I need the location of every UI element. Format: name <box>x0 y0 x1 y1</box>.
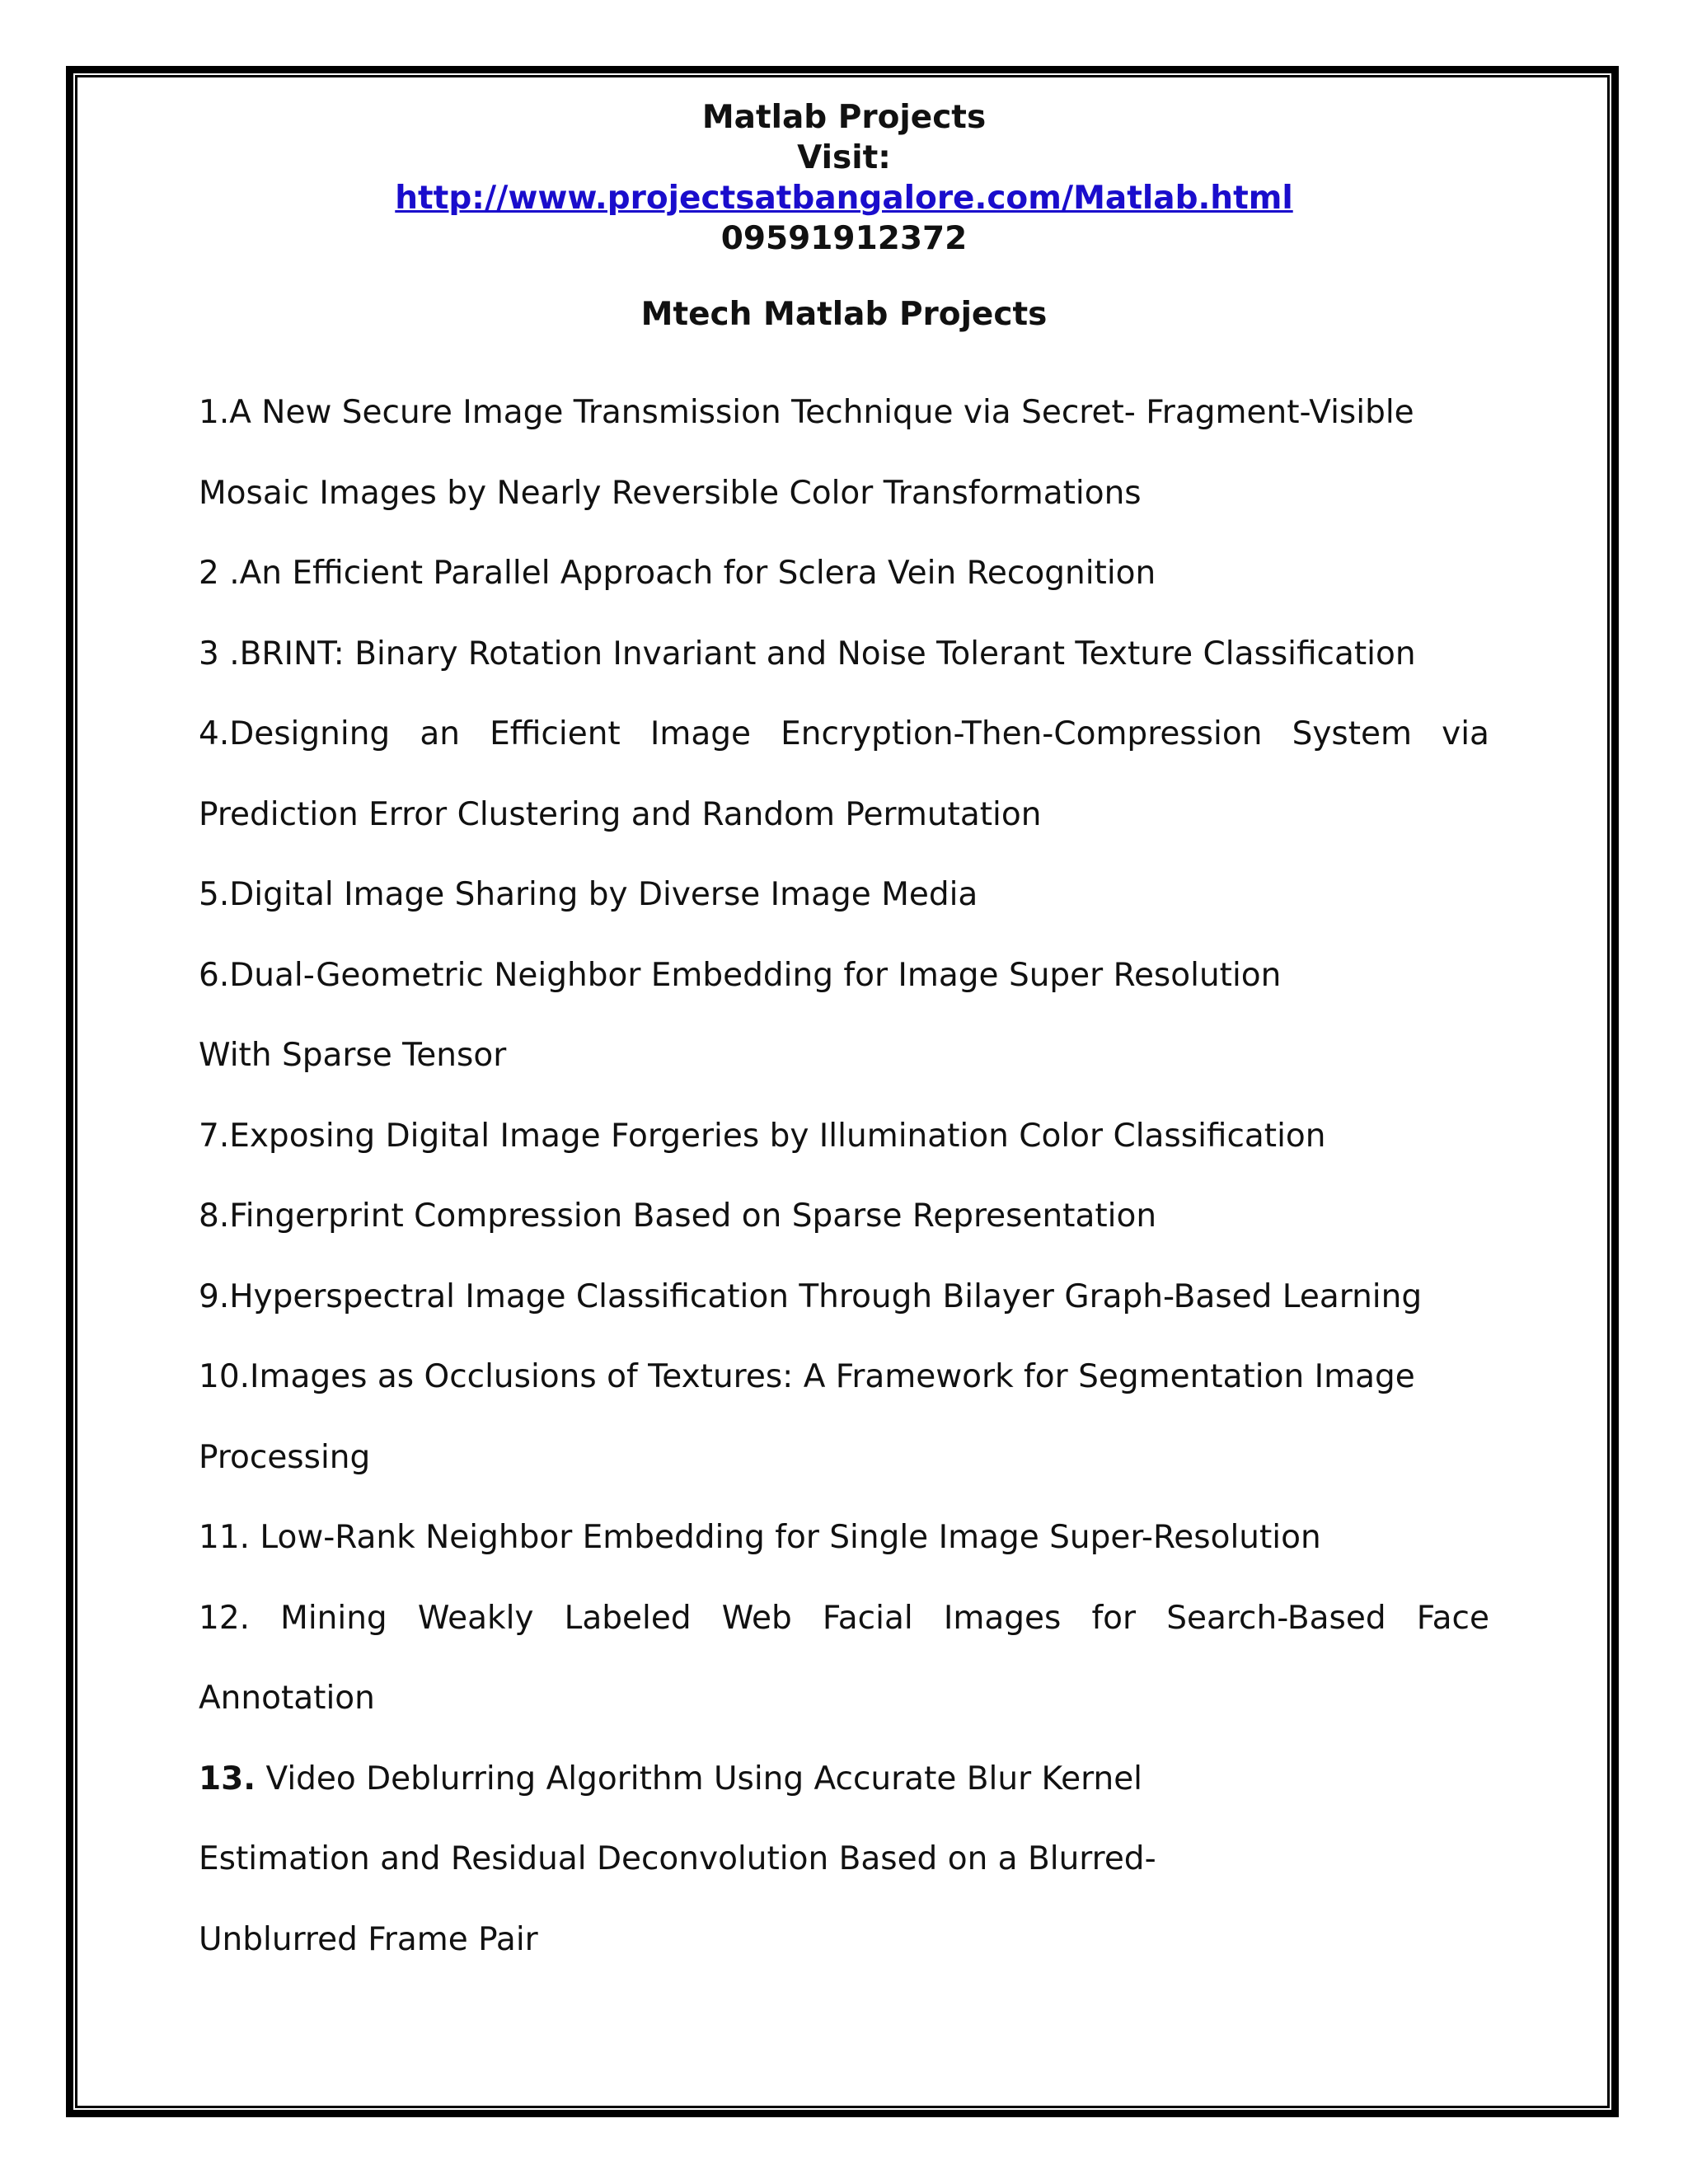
word: via <box>1442 715 1489 752</box>
project-list <box>199 373 1489 1980</box>
word: Images <box>943 1599 1062 1637</box>
word: Image <box>649 715 752 752</box>
list-item-9 <box>199 1257 1489 1338</box>
word: Search-Based <box>1166 1599 1386 1637</box>
word: Weakly <box>417 1599 534 1637</box>
list-item-text: 11. Low-Rank Neighbor Embedding for Single Image Super-Resolution <box>199 1519 1321 1556</box>
word: Labeled <box>564 1599 692 1637</box>
list-item-8 <box>199 1176 1489 1257</box>
list-item-text: 7.Exposing Digital Image Forgeries by Illumination Color Classification <box>199 1117 1326 1155</box>
list-item-10 <box>199 1337 1489 1497</box>
phone-number: 09591912372 <box>720 220 968 257</box>
word: Mining <box>280 1599 387 1637</box>
item-number: 13. <box>199 1760 256 1797</box>
url-line <box>199 178 1489 218</box>
list-item-3 <box>199 614 1489 695</box>
list-item-text: 5.Digital Image Sharing by Diverse Image Media <box>199 876 978 913</box>
list-item-text: Unblurred Frame Pair <box>199 1920 538 1958</box>
list-item-text: With Sparse Tensor <box>199 1037 507 1074</box>
list-item-2 <box>199 533 1489 614</box>
word: for <box>1091 1599 1137 1637</box>
document-content <box>199 97 1489 1980</box>
list-item-4 <box>199 694 1489 855</box>
list-item-7 <box>199 1096 1489 1177</box>
list-item-text: 8.Fingerprint Compression Based on Sparse Representation <box>199 1197 1157 1235</box>
list-item-text: 9.Hyperspectral Image Classification Through Bilayer Graph-Based Learning <box>199 1277 1423 1315</box>
section-heading: Mtech Matlab Projects <box>640 296 1048 333</box>
list-item-text: Processing <box>199 1438 371 1476</box>
word: Web <box>721 1599 792 1637</box>
list-item-12 <box>199 1578 1489 1739</box>
list-item-line <box>199 1739 1489 1820</box>
word: Efficient <box>490 715 621 752</box>
list-item-text: 2 .An Efficient Parallel Approach for Sclera Vein Recognition <box>199 555 1156 592</box>
list-item-text: 1.A New Secure Image Transmission Technique via Secret- Fragment-Visible <box>199 394 1414 431</box>
word: 4.Designing <box>199 715 391 752</box>
word: Face <box>1416 1599 1489 1637</box>
word: 12. <box>199 1599 251 1637</box>
word: Facial <box>822 1599 913 1637</box>
list-item-justified-line <box>199 1578 1489 1659</box>
list-item-text: Mosaic Images by Nearly Reversible Color Transformations <box>199 474 1142 512</box>
list-item-5 <box>199 855 1489 935</box>
list-item-6 <box>199 935 1489 1096</box>
list-item-1 <box>199 373 1489 533</box>
list-item-text: 3 .BRINT: Binary Rotation Invariant and Noise Tolerant Texture Classification <box>199 635 1416 673</box>
list-item-text: Estimation and Residual Deconvolution Based on a Blurred- <box>199 1840 1156 1877</box>
list-item-text: Annotation <box>199 1680 375 1717</box>
visit-label: Visit: <box>797 139 891 176</box>
list-item-13 <box>199 1739 1489 1980</box>
list-item-justified-line <box>199 694 1489 775</box>
list-item-text: Prediction Error Clustering and Random Permutation <box>199 795 1042 833</box>
word: Encryption-Then-Compression <box>781 715 1263 752</box>
word: System <box>1292 715 1412 752</box>
list-item-text: Video Deblurring Algorithm Using Accurate Blur Kernel <box>256 1760 1143 1797</box>
list-item-11 <box>199 1497 1489 1578</box>
word: an <box>420 715 460 752</box>
list-item-text: 6.Dual-Geometric Neighbor Embedding for Image Super Resolution <box>199 956 1282 994</box>
website-link[interactable]: http://www.projectsatbangalore.com/Matlab.html <box>395 180 1293 217</box>
document-title: Matlab Projects <box>701 99 987 136</box>
document-header <box>199 97 1489 259</box>
list-item-text: 10.Images as Occlusions of Textures: A Framework for Segmentation Image <box>199 1358 1415 1395</box>
